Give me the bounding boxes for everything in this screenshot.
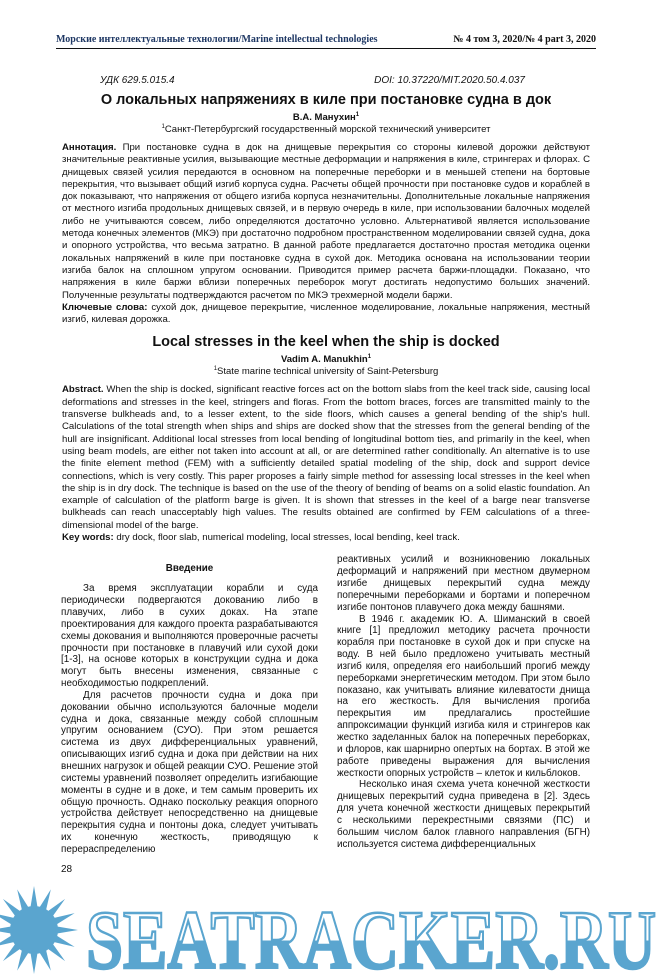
en-author-name: Vadim A. Manukhin xyxy=(280,354,368,366)
ru-title: О локальных напряжениях в киле при постановке судна в док xyxy=(100,92,552,108)
watermark-text: SEATRACKER.RU xyxy=(86,893,656,980)
sun-ray xyxy=(0,913,15,925)
right-column xyxy=(337,554,590,875)
sun-ray xyxy=(53,935,75,947)
en-author xyxy=(62,354,590,366)
en-abstract-label: Abstract. xyxy=(62,384,104,396)
sun-ray xyxy=(0,935,15,947)
en-keywords xyxy=(62,532,590,544)
sun-ray xyxy=(47,942,65,960)
ru-affiliation xyxy=(62,124,590,136)
issue-number: № 4 том 3, 2020/№ 4 part 3, 2020 xyxy=(453,34,596,45)
sun-ray xyxy=(17,889,29,911)
doi: DOI: 10.37220/MIT.2020.50.4.037 xyxy=(374,75,525,86)
intro-heading: Введение xyxy=(165,563,214,575)
ru-abstract xyxy=(62,142,590,302)
running-header xyxy=(56,34,596,49)
ru-keywords-text: сухой док, днищевое перекрытие, численное моделирование, локальные напряжения, местный изгиб, килевая дорожка. xyxy=(62,301,591,326)
two-column-body xyxy=(61,554,590,875)
sun-ray xyxy=(3,942,21,960)
sun-ray xyxy=(47,899,65,917)
sun-ray xyxy=(39,948,51,970)
en-abstract-text: When the ship is docked, significant reactive forces act on the bottom slabs from the keel track side, causing local deformations and stresses in the keel, stringers and floras. From the bottom braces, forces are transmitted mainly to the transverse bulkheads and, to a lesser extent, to the side floors, which causes a general bending of the ship's hull. Calculations of the total strength when ships and ships are docked show that the stresses from the general bending of the hull are insignificant. Additional local stresses from local bending of longitudinal bottom ties, and primarily in the keel, when using beam models, are either not taken into account at all, or are determined rather conditionally. An alternative is to use the finite element method (FEM) with a sufficiently detailed spatial modeling of the ship, dock and support device connections, which is very costly. This paper proposes a fairly simple method for assessing local stresses in the keel when the ship is in dry dock. The technique is based on the use of the theory of bending of beams on a solid elastic foundation. An example of calculation of the platform barge is given. It is shown that stresses in the keel of a barge near transverse bulkheads can reach unacceptably high values. The results obtained are confirmed by FEM calculations of a three-dimensional model of the barge. xyxy=(62,384,590,531)
udc-doi-row xyxy=(100,75,525,86)
watermark xyxy=(0,880,663,980)
sun-ray xyxy=(30,951,37,973)
en-keywords-label: Key words: xyxy=(62,532,114,544)
sun-ray xyxy=(56,926,78,933)
sun-ray xyxy=(39,889,51,911)
en-affiliation-text: State marine technical university of Saint-Petersburg xyxy=(217,366,439,378)
sun-ray xyxy=(30,886,37,908)
sun-ray xyxy=(17,948,29,970)
sun-logo-icon xyxy=(0,886,78,974)
paragraph: Несколько иная схема учета конечной жесткости днищевых перекрытий судна приведена в [2]. Здесь для учета конечной жесткости днищевых перекрытий с несколькими перекрестными связями (ПС) и большим числом балок главного направления (БГН) используется система дифференциальных xyxy=(337,779,590,850)
en-abstract xyxy=(62,384,590,532)
en-title: Local stresses in the keel when the ship is docked xyxy=(152,334,500,351)
sun-ray xyxy=(3,899,21,917)
en-author-sup: 1 xyxy=(367,354,372,361)
sun-ray xyxy=(0,926,12,933)
ru-author xyxy=(62,112,590,124)
sun-ray xyxy=(53,913,75,925)
paragraph: За время эксплуатации корабли и суда периодически подвергаются докованию либо в плавучих, либо в сухих доках. На этапе проектирования для каждого проекта разрабатываются схемы докования и выполняются проверочные расчеты прочности при постановке в плавучий или сухой доки [1-3], на основе которых в конструкции судна и дока могут быть внесены изменения, связанные с необходимостью подкреплений. xyxy=(61,583,318,690)
en-affil-sup: 1 xyxy=(213,366,218,373)
paragraph: Для расчетов прочности судна и дока при доковании обычно используются балочные модели судна и дока, связанные между собой сплошным упругим основанием (СУО). При этом решается система из двух дифференциальных уравнений, описывающих изгиб судна и дока при действии на них внешних нагрузок и общей реакции СУО. Решение этой системы уравнений позволяет определить изгибающие моменты в судне и в доке, и тем самым проверить их общую прочность. Однако поскольку реакция опорного устройства действует непосредственно на днищевые перекрытия судна и понтоны дока, следует учитывать их конечную жесткость, приводящую к перераспределению xyxy=(61,689,318,855)
ru-keywords-label: Ключевые слова: xyxy=(62,301,148,313)
ru-author-sup: 1 xyxy=(355,111,360,118)
ru-affil-sup: 1 xyxy=(161,123,165,130)
left-column xyxy=(61,554,318,875)
ru-abstract-text: При постановке судна в док на днищевые перекрытия со стороны килевой дорожки действуют значительные реактивные усилия, вызывающие местные деформации и напряжения в киле, стрингерах и флорах. С днищевых связей усилия передаются в основном на поперечные переборки и в меньшей степени на бортовые перекрытия, что вызывает общий изгиб корпуса судна. Расчеты общей прочности при постановке судов и кораблей в док показывают, что напряжения от общего изгиба корпуса незначительны. Дополнительные локальные напряжения от местного изгиба продольных днищевых связей, и в первую очередь в киле, при использовании балочных моделей либо не учитываются совсем, либо определяются достаточно условно. Альтернативой является использование метода конечных элементов (МКЭ) при достаточно подробном пространственном моделировании связей судна, дока и опорного устройства, что весьма затратно. В данной работе предлагается достаточно простая методика оценки локальных напряжений в киле при постановке судна в сухой док. Методика основана на использовании теории изгиба балок на сплошном упругом основании. Приводится пример расчета баржи-площадки. Показано, что напряжения в киле баржи вблизи поперечных переборок могут достигать недопустимо больших значений. Полученные результаты подтверждаются расчетом по МКЭ трехмерной модели баржи. xyxy=(62,142,590,301)
ru-abstract-label: Аннотация. xyxy=(62,142,117,153)
ru-author-name: В.А. Манухин xyxy=(292,112,356,123)
ru-affiliation-text: Санкт-Петербургский государственный морской технический университет xyxy=(164,124,491,135)
ru-keywords xyxy=(62,302,590,327)
paragraph: В 1946 г. академик Ю. А. Шиманский в своей книге [1] предложил методику расчета прочности корабля при постановке в сухой док и при спуске на воду. В ней было предложено учитывать местный изгиб киля, определяя его наибольший прогиб между переборками энергетическим методом. При этом было показано, как учитывать влияние килеватости днища на его жесткость. Для вычисления прогиба перекрытия им предлагались простейшие аппроксимации функций изгиба киля и стрингеров как жестко заделанных балок на поперечных переборках, и флоров, как шарнирно опертых на бортах. В этой же работе приведены выражения для вычисления жесткости опорных устройств – клеток и кильблоков. xyxy=(337,613,590,779)
paragraph-continuation: реактивных усилий и возникновению локальных деформаций и напряжений при местном двумерном изгибе днищевых перекрытий судна между поперечными переборками и бортами и поперечном изгибе понтонов плавучего дока между башнями. xyxy=(337,554,590,613)
journal-name: Морские интеллектуальные технологии/Marine intellectual technologies xyxy=(56,34,378,45)
en-keywords-text: dry dock, floor slab, numerical modeling, local stresses, local bending, keel track. xyxy=(113,532,460,544)
page-number: 28 xyxy=(61,863,73,875)
en-affiliation xyxy=(62,366,590,378)
udc-code: УДК 629.5.015.4 xyxy=(100,75,175,86)
